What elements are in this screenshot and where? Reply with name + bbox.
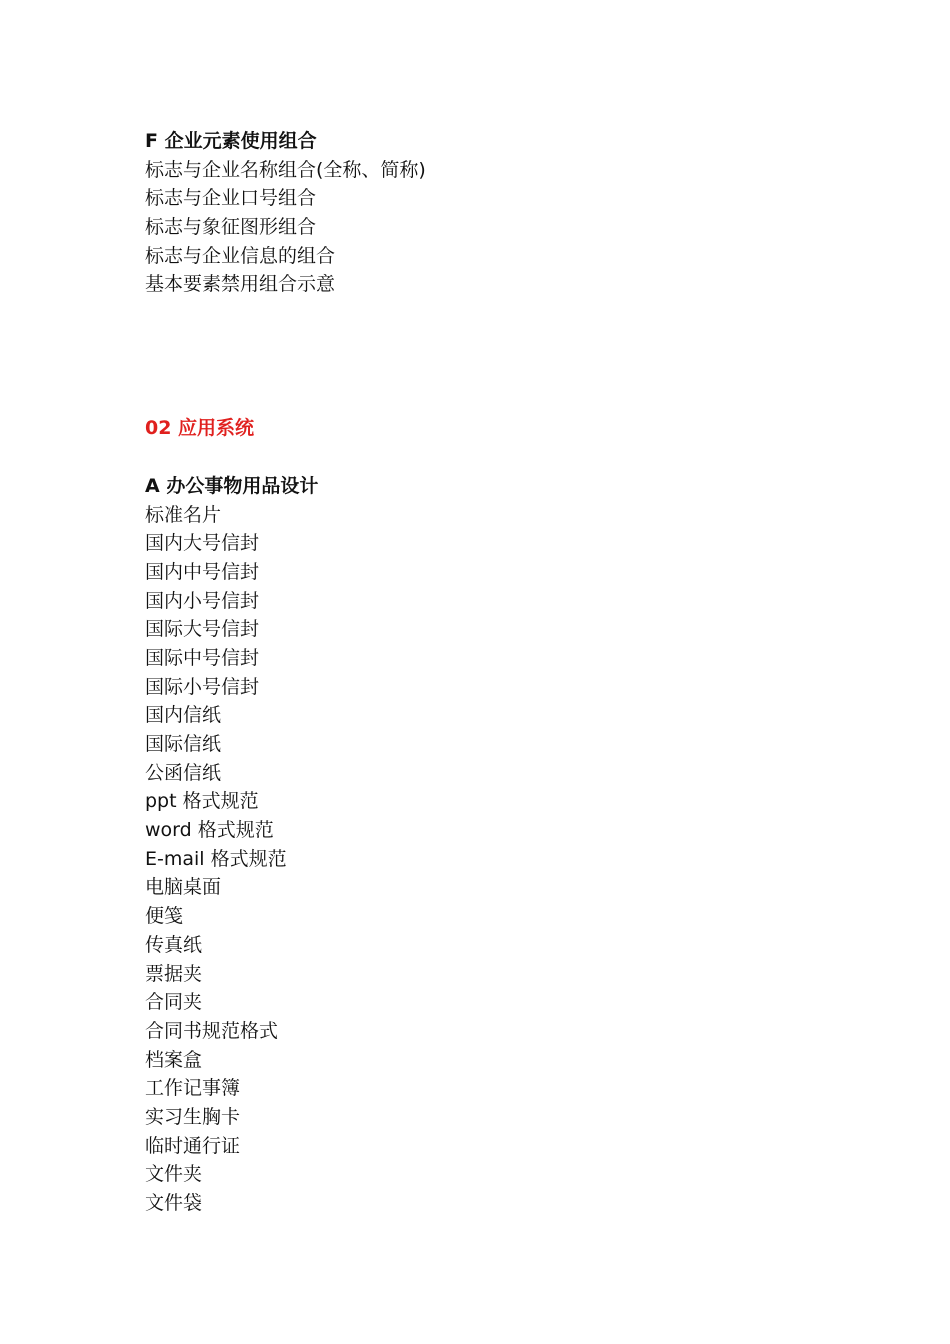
- group-a-list: [145, 501, 845, 1218]
- list-item: 实习生胸卡: [145, 1105, 241, 1128]
- list-item: 标志与企业信息的组合: [145, 244, 336, 267]
- group-a-heading: A 办公事物用品设计: [145, 474, 319, 497]
- list-item: 标准名片: [145, 503, 222, 526]
- group-f-list: [145, 156, 845, 299]
- list-item: 标志与企业名称组合(全称、简称): [145, 158, 426, 181]
- list-item: 文件袋: [145, 1192, 203, 1214]
- list-item: 国内信纸: [145, 704, 222, 727]
- list-item: 标志与象征图形组合: [145, 216, 317, 239]
- list-item: 标志与企业口号组合: [145, 187, 317, 210]
- document-page: [145, 127, 845, 1218]
- list-item: 工作记事簿: [145, 1077, 241, 1100]
- list-item: 文件夹: [145, 1163, 203, 1186]
- list-item: word 格式规范: [145, 819, 274, 842]
- list-item: 合同夹: [145, 991, 203, 1014]
- list-item: 国际小号信封: [145, 675, 260, 698]
- list-item: 便笺: [145, 905, 184, 928]
- list-item: 国际大号信封: [145, 618, 260, 641]
- list-item: 档案盒: [145, 1048, 203, 1071]
- list-item: 国内小号信封: [145, 589, 260, 612]
- list-item: 传真纸: [145, 933, 203, 956]
- list-item: 电脑桌面: [145, 876, 222, 899]
- list-item: 国际信纸: [145, 733, 222, 755]
- list-item: 基本要素禁用组合示意: [145, 273, 336, 296]
- list-item: 国内中号信封: [145, 560, 260, 583]
- list-item: 公函信纸: [145, 761, 222, 784]
- spacer: [145, 443, 845, 472]
- group-f-heading: F 企业元素使用组合: [145, 130, 317, 152]
- list-item: 国内大号信封: [145, 532, 260, 555]
- section-title: 02 应用系统: [145, 417, 255, 440]
- list-item: 票据夹: [145, 962, 203, 985]
- list-item: E-mail 格式规范: [145, 847, 287, 870]
- list-item: 合同书规范格式: [145, 1019, 279, 1042]
- list-item: ppt 格式规范: [145, 790, 259, 813]
- list-item: 国际中号信封: [145, 646, 260, 669]
- spacer: [145, 299, 845, 414]
- list-item: 临时通行证: [145, 1134, 241, 1157]
